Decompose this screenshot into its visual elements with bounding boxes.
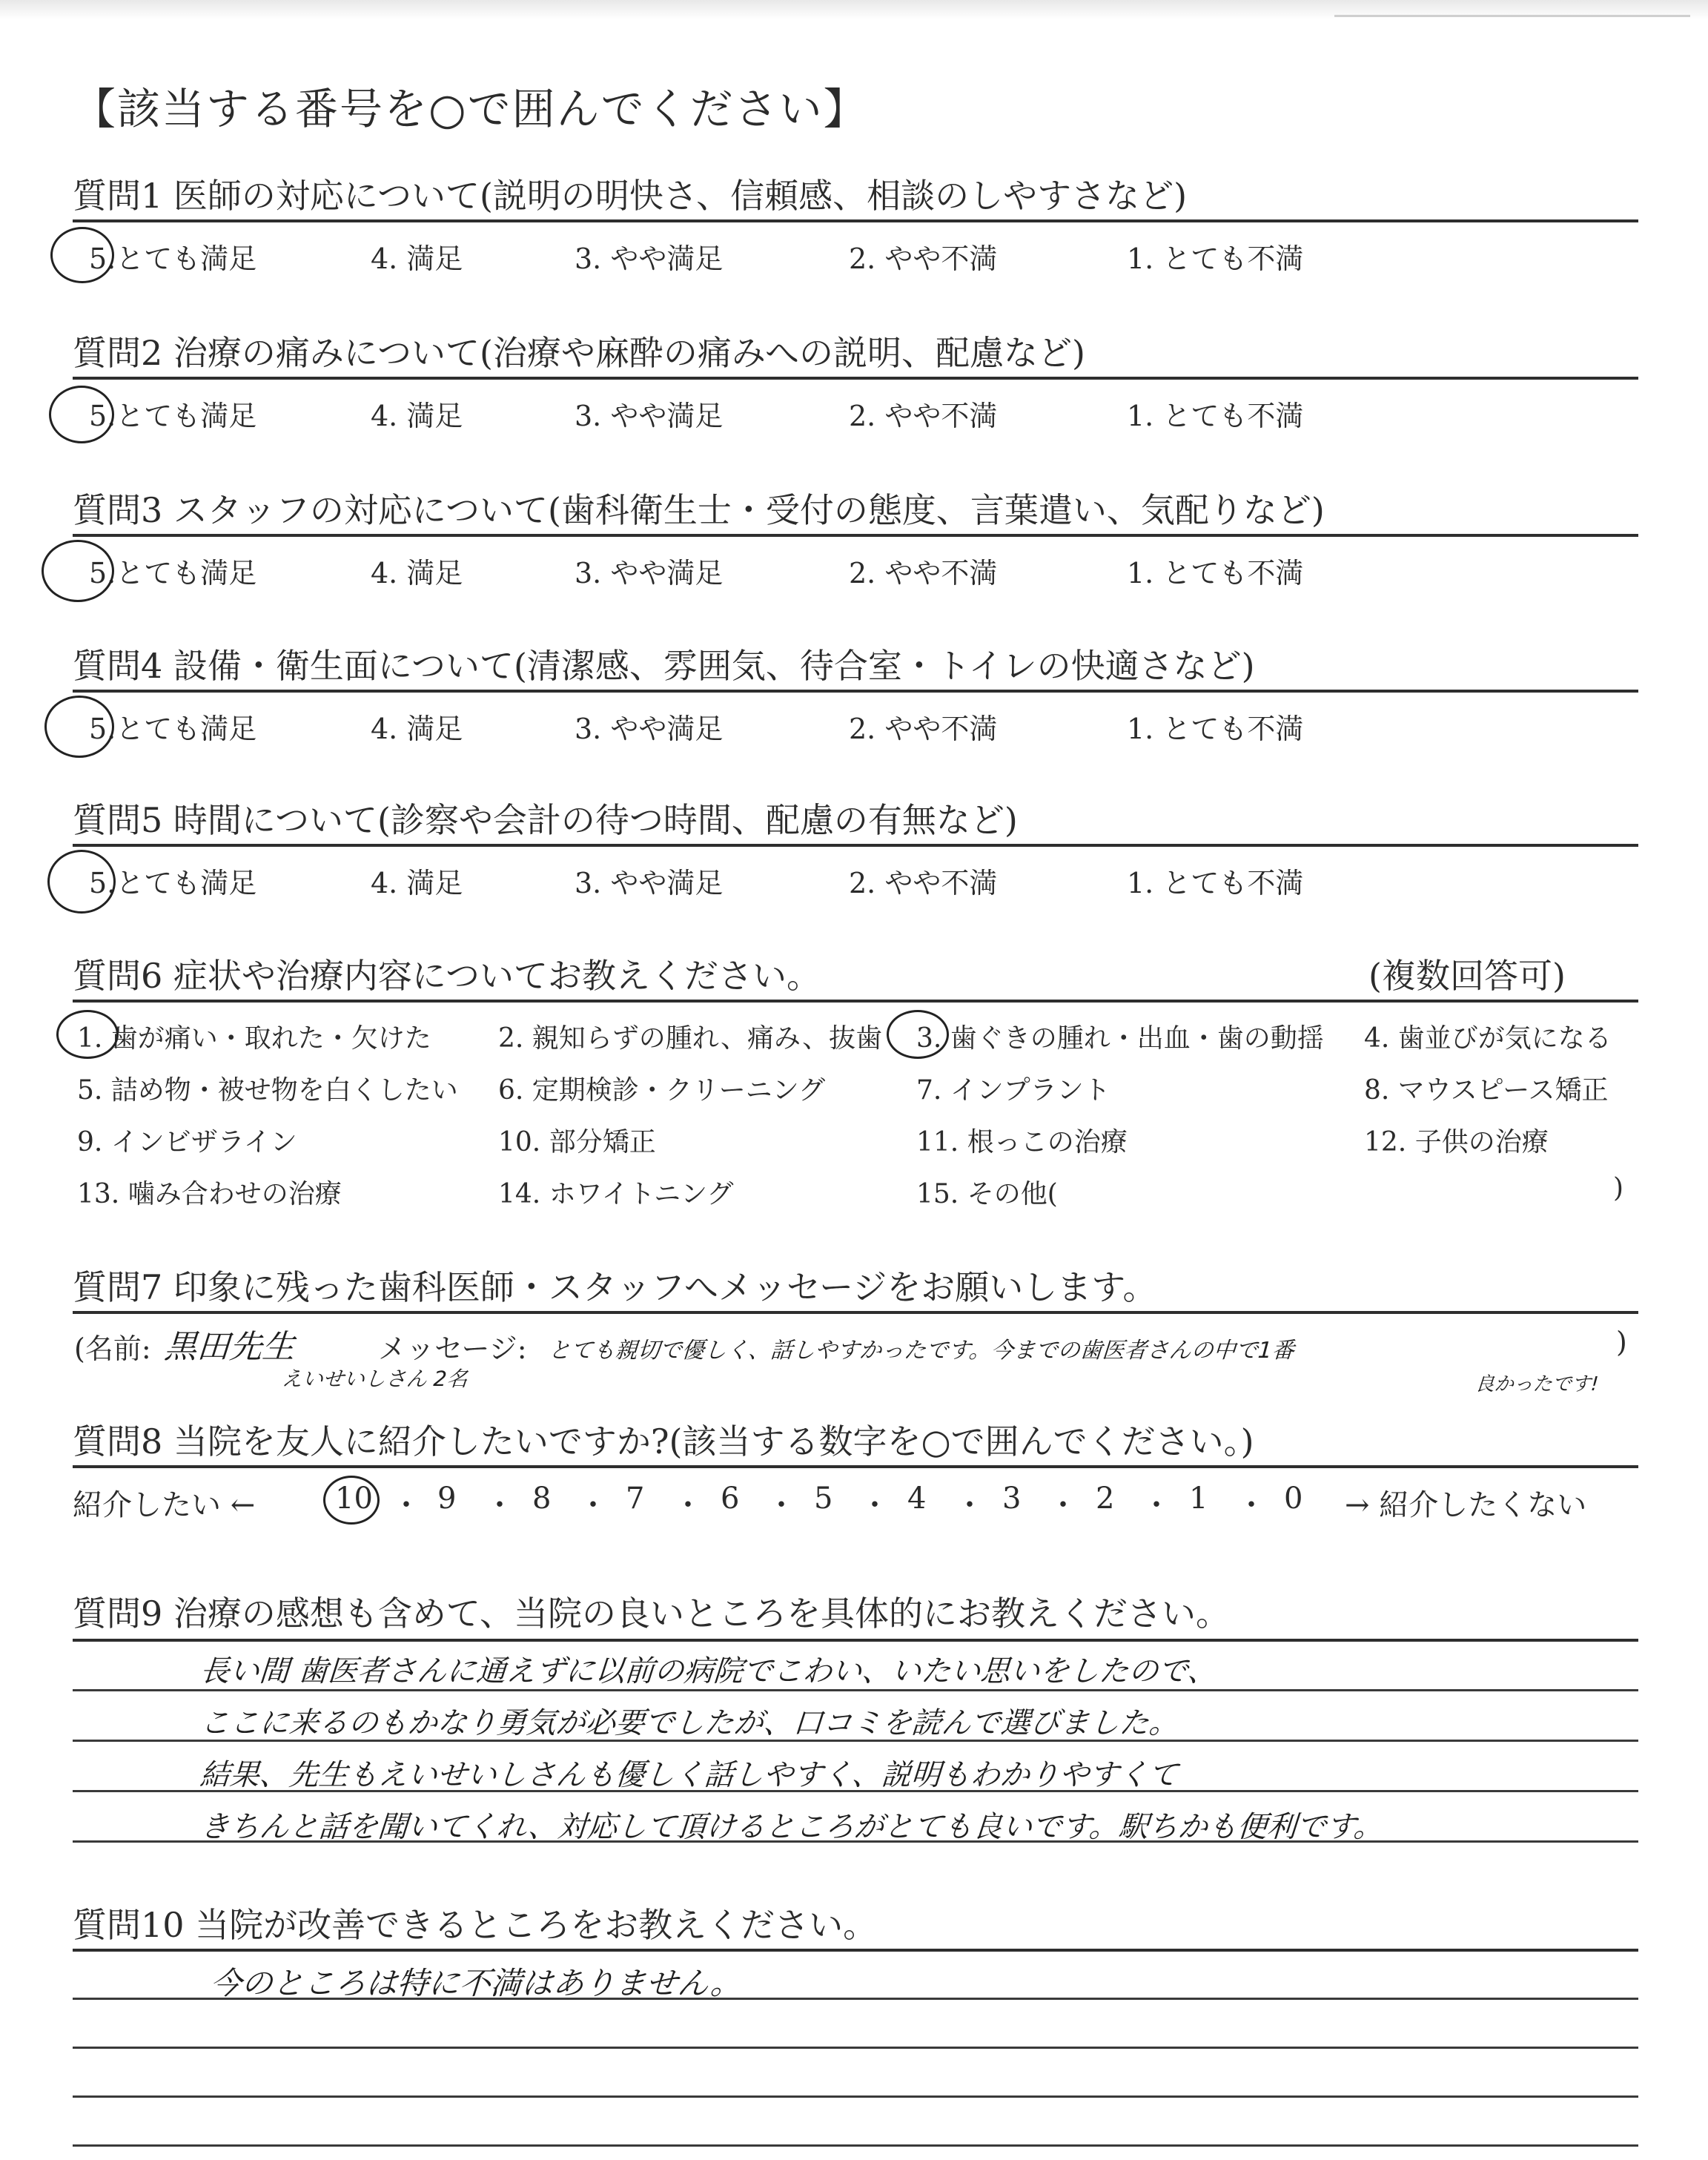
q6-item-4[interactable]: 4. 歯並びが気になる bbox=[1364, 1023, 1612, 1054]
q5-option-2[interactable]: 2. やや不満 bbox=[849, 867, 998, 899]
question-3-label: 質問3 スタッフの対応について(歯科衛生士・受付の態度、言葉遣い、気配りなど) bbox=[73, 490, 1325, 530]
q6-item-2[interactable]: 2. 親知らずの腫れ、痛み、抜歯 bbox=[498, 1023, 883, 1054]
question-6-label: 質問6 症状や治療内容についてお教えください。 bbox=[73, 956, 821, 996]
q8-scale-sep: ・ bbox=[1048, 1488, 1078, 1522]
q2-option-5[interactable]: 5.とても満足 bbox=[89, 400, 257, 432]
question-9-label: 質問9 治療の感想も含めて、当院の良いところを具体的にお教えください。 bbox=[73, 1593, 1230, 1634]
q9-answer-line-2[interactable]: ここに来るのもかなり勇気が必要でしたが、口コミを読んで選びました。 bbox=[199, 1706, 1180, 1740]
q7-name-sub[interactable]: えいせいしさん 2名 bbox=[280, 1367, 469, 1391]
q6-item-13[interactable]: 13. 噛み合わせの治療 bbox=[77, 1179, 342, 1209]
question-10-label: 質問10 当院が改善できるところをお教えください。 bbox=[73, 1905, 878, 1945]
question-8-label: 質問8 当院を友人に紹介したいですか?(該当する数字を○で囲んでください。) bbox=[73, 1421, 1254, 1462]
q8-scale-sep: ・ bbox=[578, 1488, 608, 1522]
question-6-rule bbox=[73, 1000, 1638, 1003]
question-10-rule bbox=[73, 1949, 1638, 1952]
q10-answer-line-1[interactable]: 今のところは特に不満はありません。 bbox=[209, 1965, 744, 2001]
q8-scale-sep: ・ bbox=[955, 1488, 984, 1522]
q2-option-4[interactable]: 4. 満足 bbox=[371, 400, 463, 432]
q6-item-5[interactable]: 5. 詰め物・被せ物を白くしたい bbox=[77, 1075, 458, 1106]
q2-option-3[interactable]: 3. やや満足 bbox=[575, 400, 724, 432]
q7-message-value[interactable]: とても親切で優しく、話しやすかったです。今までの歯医者さんの中で1番 bbox=[547, 1338, 1296, 1364]
q6-item-1[interactable]: 1. 歯が痛い・取れた・欠けた bbox=[77, 1023, 431, 1054]
q8-scale-1[interactable]: 1 bbox=[1189, 1482, 1208, 1516]
q1-option-4[interactable]: 4. 満足 bbox=[371, 242, 463, 275]
q8-scale-sep: ・ bbox=[673, 1488, 703, 1522]
q8-scale-8[interactable]: 8 bbox=[532, 1482, 552, 1516]
q6-item-12[interactable]: 12. 子供の治療 bbox=[1364, 1127, 1549, 1157]
q8-scale-sep: ・ bbox=[485, 1488, 514, 1522]
q1-option-5[interactable]: 5.とても満足 bbox=[89, 242, 257, 275]
q5-option-5[interactable]: 5.とても満足 bbox=[89, 867, 257, 899]
q8-scale-sep: ・ bbox=[391, 1488, 421, 1522]
q8-scale-5[interactable]: 5 bbox=[814, 1482, 833, 1516]
q1-option-1[interactable]: 1. とても不満 bbox=[1127, 242, 1304, 275]
question-7-label: 質問7 印象に残った歯科医師・スタッフへメッセージをお願いします。 bbox=[73, 1267, 1157, 1307]
q4-option-2[interactable]: 2. やや不満 bbox=[849, 713, 998, 745]
q8-scale-sep: ・ bbox=[1142, 1488, 1171, 1522]
q10-writing-line bbox=[73, 2047, 1638, 2049]
q8-scale-7[interactable]: 7 bbox=[626, 1482, 645, 1516]
q6-item-15[interactable]: 15. その他( bbox=[916, 1179, 1058, 1209]
q7-close-paren: ) bbox=[1616, 1326, 1627, 1358]
q6-item-9[interactable]: 9. インビザライン bbox=[77, 1127, 297, 1157]
question-5-rule bbox=[73, 844, 1638, 847]
q8-scale-9[interactable]: 9 bbox=[437, 1482, 457, 1516]
q1-option-2[interactable]: 2. やや不満 bbox=[849, 242, 998, 275]
q3-option-1[interactable]: 1. とても不満 bbox=[1127, 557, 1304, 589]
q5-option-3[interactable]: 3. やや満足 bbox=[575, 867, 724, 899]
q3-option-4[interactable]: 4. 満足 bbox=[371, 557, 463, 589]
q8-scale-10[interactable]: 10 bbox=[335, 1482, 373, 1516]
q8-scale-3[interactable]: 3 bbox=[1002, 1482, 1022, 1516]
question-4-label: 質問4 設備・衛生面について(清潔感、雰囲気、待合室・トイレの快適さなど) bbox=[73, 646, 1255, 686]
q8-scale-0[interactable]: 0 bbox=[1284, 1482, 1303, 1516]
q7-name-label: (名前: bbox=[74, 1332, 151, 1365]
q4-option-4[interactable]: 4. 満足 bbox=[371, 713, 463, 745]
question-2-rule bbox=[73, 377, 1638, 380]
q2-option-2[interactable]: 2. やや不満 bbox=[849, 400, 998, 432]
q6-item-14[interactable]: 14. ホワイトニング bbox=[498, 1179, 734, 1209]
question-7-rule bbox=[73, 1311, 1638, 1314]
q8-scale-sep: ・ bbox=[860, 1488, 890, 1522]
q6-item-10[interactable]: 10. 部分矯正 bbox=[498, 1127, 656, 1157]
page-title: 【該当する番号を○で囲んでください】 bbox=[73, 84, 868, 134]
q4-option-3[interactable]: 3. やや満足 bbox=[575, 713, 724, 745]
q6-item-8[interactable]: 8. マウスピース矯正 bbox=[1364, 1075, 1609, 1106]
q5-option-1[interactable]: 1. とても不満 bbox=[1127, 867, 1304, 899]
question-4-rule bbox=[73, 690, 1638, 693]
q3-option-2[interactable]: 2. やや不満 bbox=[849, 557, 998, 589]
question-8-rule bbox=[73, 1465, 1638, 1468]
q7-message-cont[interactable]: 良かったです! bbox=[1474, 1373, 1600, 1396]
q10-writing-line bbox=[73, 2095, 1638, 2098]
q8-scale-sep: ・ bbox=[767, 1488, 796, 1522]
q7-name-value[interactable]: 黒田先生 bbox=[162, 1328, 297, 1366]
q8-scale-sep: ・ bbox=[1237, 1488, 1266, 1522]
question-1-rule bbox=[73, 219, 1638, 222]
q9-answer-line-3[interactable]: 結果、先生もえいせいしさんも優しく話しやすく、説明もわかりやすくて bbox=[199, 1758, 1179, 1792]
q8-scale-6[interactable]: 6 bbox=[721, 1482, 740, 1516]
question-6-note: (複数回答可) bbox=[1368, 956, 1566, 996]
q5-option-4[interactable]: 4. 満足 bbox=[371, 867, 463, 899]
question-1-label: 質問1 医師の対応について(説明の明快さ、信頼感、相談のしやすさなど) bbox=[73, 176, 1188, 216]
question-3-rule bbox=[73, 534, 1638, 537]
q9-answer-line-4[interactable]: きちんと話を聞いてくれ、対応して頂けるところがとても良いです。駅ちかも便利です。 bbox=[199, 1810, 1385, 1844]
q8-left-label: 紹介したい ← bbox=[73, 1488, 256, 1522]
q6-item-11[interactable]: 11. 根っこの治療 bbox=[916, 1127, 1128, 1157]
q3-option-5[interactable]: 5.とても満足 bbox=[89, 557, 257, 589]
q6-item-3[interactable]: 3. 歯ぐきの腫れ・出血・歯の動揺 bbox=[916, 1023, 1324, 1054]
q2-option-1[interactable]: 1. とても不満 bbox=[1127, 400, 1304, 432]
q6-item-7[interactable]: 7. インプラント bbox=[916, 1075, 1110, 1106]
question-5-label: 質問5 時間について(診察や会計の待つ時間、配慮の有無など) bbox=[73, 800, 1018, 840]
q4-option-1[interactable]: 1. とても不満 bbox=[1127, 713, 1304, 745]
q9-answer-line-1[interactable]: 長い間 歯医者さんに通えずに以前の病院でこわい、いたい思いをしたので、 bbox=[199, 1654, 1219, 1688]
q4-option-5[interactable]: 5.とても満足 bbox=[89, 713, 257, 745]
scan-top-mark bbox=[1334, 15, 1690, 17]
q3-option-3[interactable]: 3. やや満足 bbox=[575, 557, 724, 589]
question-2-label: 質問2 治療の痛みについて(治療や麻酔の痛みへの説明、配慮など) bbox=[73, 333, 1085, 373]
q10-writing-line bbox=[73, 2144, 1638, 2147]
q8-scale-4[interactable]: 4 bbox=[907, 1482, 927, 1516]
q1-option-3[interactable]: 3. やや満足 bbox=[575, 242, 724, 275]
q6-item-15-close: ) bbox=[1613, 1173, 1624, 1203]
q7-message-label: メッセージ: bbox=[378, 1332, 527, 1365]
q6-item-6[interactable]: 6. 定期検診・クリーニング bbox=[498, 1075, 826, 1106]
question-9-rule bbox=[73, 1639, 1638, 1642]
q8-scale-2[interactable]: 2 bbox=[1096, 1482, 1115, 1516]
q8-right-label: → 紹介したくない bbox=[1345, 1488, 1587, 1522]
